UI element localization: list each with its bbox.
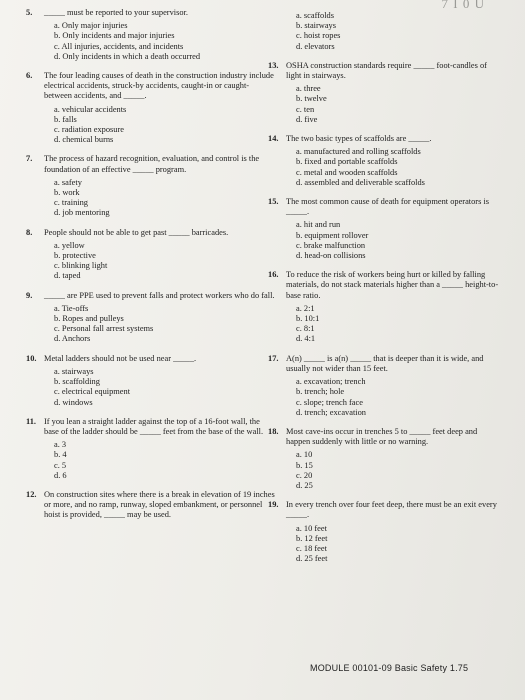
question-number: 10. bbox=[26, 353, 37, 363]
question-stem: In every trench over four feet deep, there must be an exit every _____. bbox=[286, 500, 497, 520]
answer-option: b. falls bbox=[54, 114, 77, 124]
answer-option: b. equipment rollover bbox=[296, 230, 369, 240]
question-item bbox=[26, 154, 279, 218]
answer-options bbox=[286, 220, 503, 261]
answer-option: d. trench; excavation bbox=[296, 407, 366, 417]
right-question-column bbox=[268, 8, 503, 573]
answer-option: c. brake malfunction bbox=[296, 240, 366, 250]
answer-option: a. excavation; trench bbox=[296, 377, 366, 387]
answer-option: a. hit and run bbox=[296, 220, 341, 230]
question-number: 8. bbox=[26, 227, 33, 237]
question-item bbox=[26, 227, 279, 282]
answer-options bbox=[44, 240, 279, 282]
question-number: 16. bbox=[268, 270, 279, 280]
question-stem: The most common cause of death for equipment operators is _____. bbox=[286, 197, 490, 217]
answer-option: c. hoist ropes bbox=[296, 31, 341, 41]
answer-options bbox=[44, 367, 276, 408]
answer-option: d. elevators bbox=[296, 41, 335, 51]
answer-options bbox=[44, 21, 276, 62]
question-item bbox=[26, 291, 276, 345]
answer-option: b. fixed and portable scaffolds bbox=[296, 157, 398, 167]
page-footer: MODULE 00101-09 Basic Safety 1.75 bbox=[310, 663, 469, 673]
answer-option: d. 4:1 bbox=[296, 334, 316, 344]
question-item bbox=[268, 11, 503, 52]
question-item bbox=[268, 354, 503, 418]
answer-option: b. 12 feet bbox=[296, 533, 328, 543]
answer-options bbox=[286, 84, 503, 125]
question-number: 5. bbox=[26, 8, 33, 17]
answer-option: d. 25 feet bbox=[296, 554, 328, 564]
question-number: 18. bbox=[268, 426, 279, 436]
answer-option: a. 10 feet bbox=[296, 523, 327, 533]
question-number: 12. bbox=[26, 489, 37, 499]
answer-option: d. job mentoring bbox=[54, 208, 110, 218]
answer-option: c. metal and wooden scaffolds bbox=[296, 167, 398, 177]
answer-option: c. All injuries, accidents, and incidents bbox=[54, 41, 184, 51]
answer-option: b. twelve bbox=[296, 94, 327, 104]
answer-option: b. work bbox=[54, 188, 80, 198]
question-item bbox=[268, 197, 503, 261]
question-stem: Most cave-ins occur in trenches 5 to _____ feet deep and happen suddenly with little or no warning. bbox=[286, 426, 478, 447]
question-number: 14. bbox=[268, 134, 279, 144]
question-item bbox=[268, 61, 503, 125]
answer-options bbox=[286, 524, 503, 565]
answer-option: d. taped bbox=[54, 271, 81, 281]
answer-option: d. Only incidents in which a death occurred bbox=[54, 51, 201, 61]
answer-option: d. head-on collisions bbox=[296, 251, 366, 261]
question-number: 17. bbox=[268, 353, 279, 363]
answer-option: a. Only major injuries bbox=[54, 21, 128, 31]
page-top-mark: 7 I 0 U bbox=[441, 0, 485, 11]
answer-option: d. 6 bbox=[54, 470, 67, 480]
answer-option: a. vehicular accidents bbox=[54, 104, 127, 114]
answer-option: d. five bbox=[296, 114, 318, 124]
answer-option: c. slope; trench face bbox=[296, 397, 363, 407]
answer-option: a. manufactured and rolling scaffolds bbox=[296, 147, 421, 157]
answer-option: a. three bbox=[296, 84, 321, 94]
answer-option: c. electrical equipment bbox=[54, 387, 131, 397]
question-stem: The two basic types of scaffolds are _____. bbox=[286, 134, 432, 144]
question-stem: If you lean a straight ladder against the top of a 16-foot wall, the base of the ladder should be _____ feet from the base of the wall. bbox=[44, 416, 264, 436]
question-stem: The process of hazard recognition, evaluation, and control is the foundation of an effective _____ program. bbox=[44, 154, 260, 174]
left-question-column bbox=[26, 8, 279, 530]
question-item bbox=[268, 134, 503, 188]
answer-options bbox=[44, 304, 276, 345]
answer-option: a. yellow bbox=[54, 240, 85, 250]
question-number: 19. bbox=[268, 500, 279, 510]
answer-option: b. trench; hole bbox=[296, 387, 345, 397]
answer-option: c. 5 bbox=[54, 460, 67, 470]
answer-option: b. 10:1 bbox=[296, 314, 320, 324]
answer-option: b. 4 bbox=[54, 450, 67, 460]
question-item bbox=[268, 500, 503, 564]
question-number: 7. bbox=[26, 154, 33, 164]
answer-option: c. training bbox=[54, 198, 88, 208]
answer-options bbox=[286, 377, 503, 418]
question-number: 6. bbox=[26, 71, 33, 81]
question-item bbox=[268, 270, 503, 344]
answer-option: a. 2:1 bbox=[296, 303, 315, 313]
question-number: 11. bbox=[26, 416, 37, 426]
answer-options bbox=[286, 11, 503, 52]
answer-options bbox=[286, 304, 503, 345]
question-stem: People should not be able to get past _____ barricades. bbox=[44, 227, 229, 237]
question-item bbox=[26, 489, 279, 521]
answer-option: a. scaffolds bbox=[296, 11, 334, 20]
answer-option: b. Ropes and pulleys bbox=[54, 314, 124, 324]
question-item bbox=[26, 353, 279, 408]
answer-option: c. blinking light bbox=[54, 261, 108, 271]
question-stem: The four leading causes of death in the construction industry include electrical accidents, struck-by accidents, caught-in or caught-between accidents, and _____. bbox=[44, 71, 274, 101]
answer-option: b. protective bbox=[54, 251, 96, 261]
answer-option: a. stairways bbox=[54, 366, 94, 376]
question-item bbox=[26, 71, 279, 145]
answer-option: d. 25 bbox=[296, 480, 313, 490]
answer-option: a. safety bbox=[54, 177, 82, 187]
answer-options bbox=[286, 147, 503, 188]
answer-option: a. 10 bbox=[296, 450, 313, 460]
answer-option: c. ten bbox=[296, 104, 315, 114]
question-stem: Metal ladders should not be used near _____. bbox=[44, 353, 197, 363]
answer-options bbox=[286, 450, 503, 491]
question-stem: _____ are PPE used to prevent falls and protect workers who do fall. bbox=[44, 290, 275, 300]
answer-option: c. Personal fall arrest systems bbox=[54, 324, 154, 334]
question-item bbox=[26, 8, 276, 62]
question-stem: A(n) _____ is a(n) _____ that is deeper than it is wide, and usually not wider than 15 feet. bbox=[286, 353, 484, 373]
answer-option: b. Only incidents and major injuries bbox=[54, 31, 175, 41]
answer-options bbox=[44, 177, 279, 219]
question-number: 13. bbox=[268, 60, 279, 70]
answer-option: b. scaffolding bbox=[54, 377, 100, 387]
answer-option: a. 3 bbox=[54, 440, 67, 450]
question-stem: _____ must be reported to your supervisor. bbox=[44, 8, 188, 17]
question-item bbox=[26, 416, 279, 481]
question-stem: To reduce the risk of workers being hurt or killed by falling materials, do not stack materials higher than a _____ height-to-base ratio. bbox=[286, 270, 499, 300]
answer-option: c. 20 bbox=[296, 470, 313, 480]
question-number: 15. bbox=[268, 197, 279, 207]
answer-option: d. windows bbox=[54, 397, 93, 407]
question-item bbox=[268, 427, 503, 491]
answer-option: b. 15 bbox=[296, 460, 313, 470]
question-number: 9. bbox=[26, 290, 33, 300]
answer-option: d. chemical burns bbox=[54, 135, 114, 145]
answer-option: d. assembled and deliverable scaffolds bbox=[296, 177, 425, 187]
question-stem: On construction sites where there is a break in elevation of 19 inches or more, and no ramp, runway, sloped embankment, or personnel hoist is provided, _____ may be used. bbox=[44, 489, 275, 520]
question-stem: OSHA construction standards require _____ foot-candles of light in stairways. bbox=[286, 60, 487, 81]
answer-option: d. Anchors bbox=[54, 334, 91, 344]
answer-options bbox=[44, 104, 279, 146]
answer-option: c. 8:1 bbox=[296, 324, 315, 334]
answer-options bbox=[44, 440, 276, 481]
answer-option: c. 18 feet bbox=[296, 543, 327, 553]
answer-option: c. radiation exposure bbox=[54, 125, 124, 135]
answer-option: b. stairways bbox=[296, 21, 337, 31]
answer-option: a. Tie-offs bbox=[54, 303, 89, 313]
